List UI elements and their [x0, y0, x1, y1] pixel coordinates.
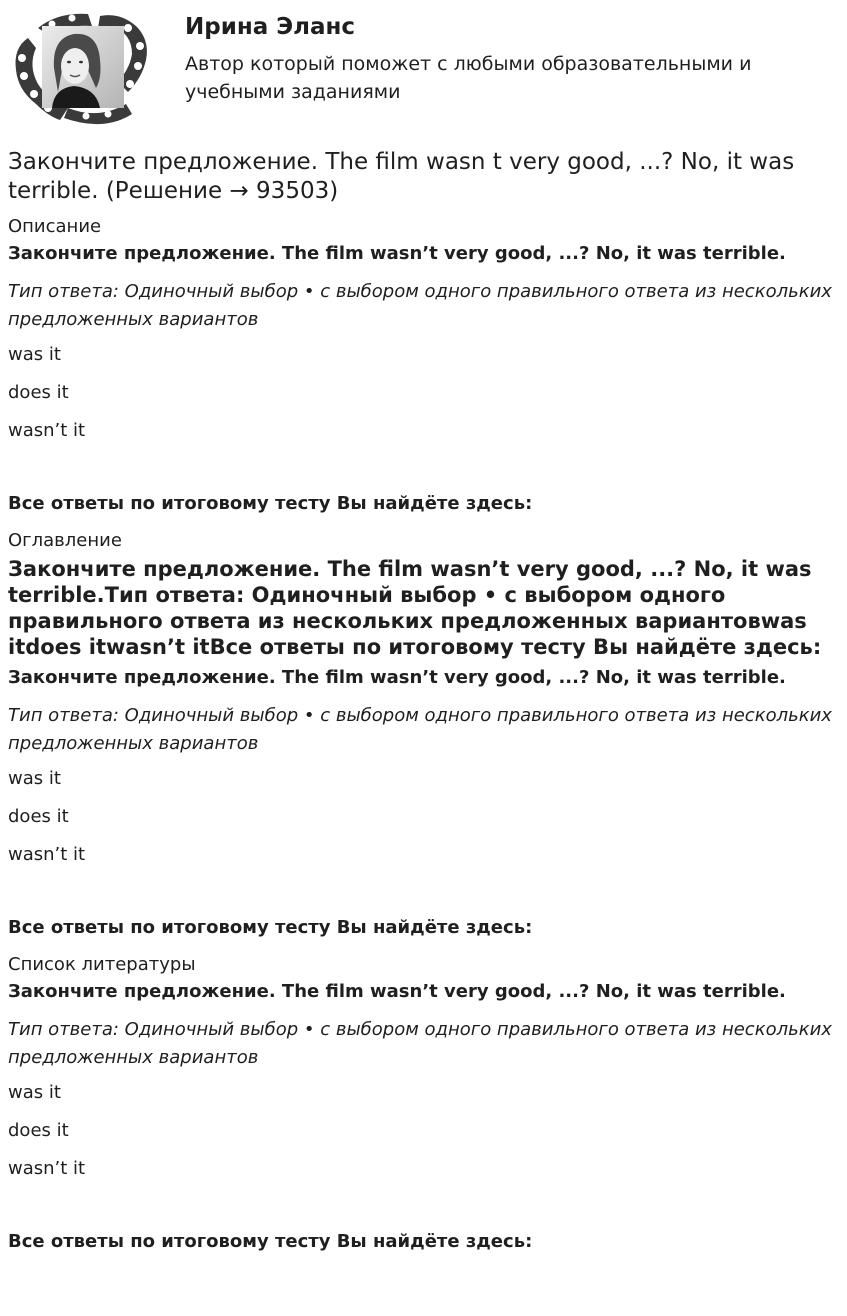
toc-summary: Закончите предложение. The film wasn’t very good, ...? No, it was terrible.Тип ответа: Одиночный выбор • с выбором одного правильного ответа из нескольких предложенных вариантовwas itdoes itwasn’t itВсе ответы по итоговому тесту Вы найдёте здесь: — [8, 557, 822, 659]
answer-option: was it — [8, 344, 61, 365]
question-text: Закончите предложение. The film wasn’t very good, ...? No, it was terrible. — [8, 667, 786, 688]
all-answers-note: Все ответы по итоговому тесту Вы найдёте здесь: — [8, 917, 533, 938]
answer-option: wasn’t it — [8, 1158, 86, 1179]
answer-option: does it — [8, 382, 69, 403]
question-type: Тип ответа: Одиночный выбор • с выбором одного правильного ответа из нескольких предложенных вариантов — [8, 1019, 832, 1068]
answer-option: was it — [8, 1082, 61, 1103]
section-description-label: Описание — [8, 216, 102, 237]
all-answers-note: Все ответы по итоговому тесту Вы найдёте здесь: — [8, 493, 533, 514]
answer-option: does it — [8, 1120, 69, 1141]
answer-option: wasn’t it — [8, 844, 86, 865]
question-text: Закончите предложение. The film wasn’t very good, ...? No, it was terrible. — [8, 981, 786, 1002]
section-literature-label: Список литературы — [8, 954, 196, 975]
main-content — [8, 148, 840, 1268]
author-header — [0, 0, 847, 135]
answer-option: was it — [8, 768, 61, 789]
answer-option: does it — [8, 806, 69, 827]
question-type: Тип ответа: Одиночный выбор • с выбором одного правильного ответа из нескольких предложенных вариантов — [8, 705, 832, 754]
question-type: Тип ответа: Одиночный выбор • с выбором одного правильного ответа из нескольких предложенных вариантов — [8, 281, 832, 330]
author-description: Автор который поможет с любыми образовательными и учебными заданиями — [185, 53, 752, 103]
all-answers-note: Все ответы по итоговому тесту Вы найдёте здесь: — [8, 1231, 533, 1252]
author-name: Ирина Эланс — [185, 14, 356, 40]
question-text: Закончите предложение. The film wasn’t very good, ...? No, it was terrible. — [8, 243, 786, 264]
section-toc-label: Оглавление — [8, 530, 122, 551]
answer-option: wasn’t it — [8, 420, 86, 441]
film-reel-avatar-icon — [8, 8, 150, 126]
page-title: Закончите предложение. The film wasn t very good, ...? No, it was terrible. (Решение → 93503) — [8, 149, 795, 204]
author-avatar[interactable] — [8, 8, 150, 126]
